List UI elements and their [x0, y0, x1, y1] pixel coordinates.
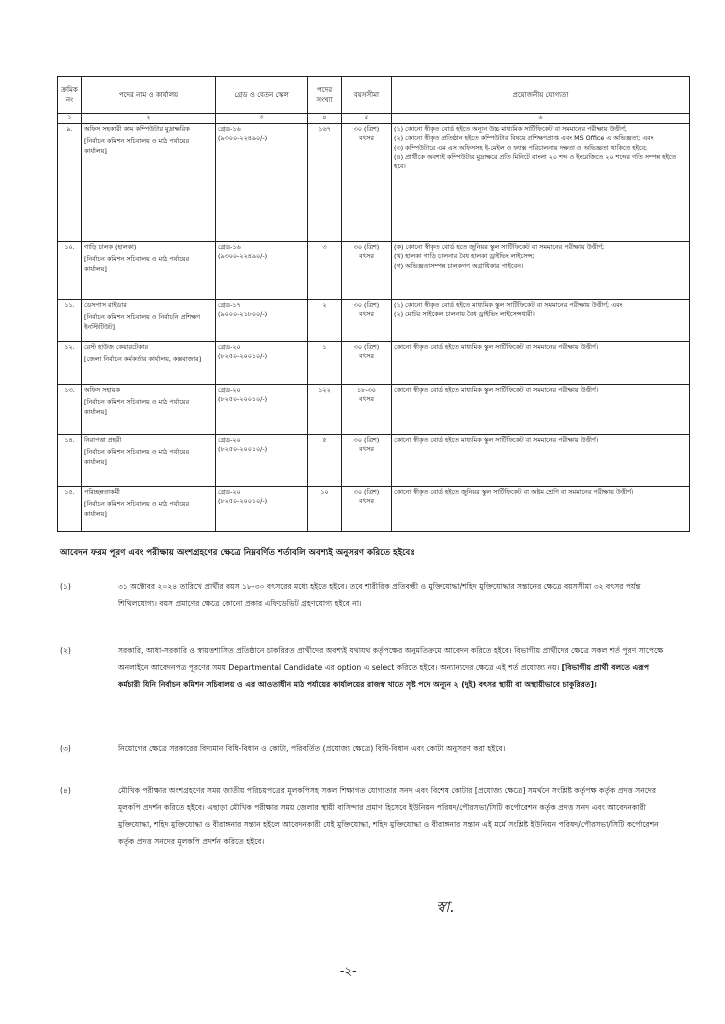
post-name: অফিস সহায়ক — [84, 386, 120, 394]
condition-number: (১) — [60, 582, 71, 591]
post-office: [জেলা নির্বাচন কর্মকর্তার কার্যালয়, কক্সবাজার] — [84, 355, 202, 364]
header-qualification: প্রয়োজনীয় যোগ্যতা — [392, 77, 690, 114]
row-qualification — [392, 487, 690, 532]
row-post — [82, 242, 216, 300]
post-name: পরিচ্ছন্নতাকর্মী — [84, 488, 120, 496]
condition-item — [60, 642, 670, 693]
post-name: অফিস সহকারী কাম কম্পিউটার মুদ্রাক্ষরিক — [84, 125, 190, 133]
row-count: ৫ — [308, 435, 342, 487]
table-row — [58, 124, 690, 242]
row-grade — [216, 385, 308, 435]
table-row — [58, 487, 690, 532]
row-serial: ১৪. — [58, 435, 82, 487]
col-number: ২ — [82, 114, 216, 124]
col-number: ৬ — [392, 114, 690, 124]
row-grade — [216, 487, 308, 532]
qualification-line: (২) কোনো স্বীকৃত প্রতিষ্ঠান হইতে কম্পিউটার বিষয়ে প্রশিক্ষণপ্রাপ্ত এবং MS Office এ অভিজ্ঞতা; এবং — [394, 134, 654, 143]
row-count: ১৬৭ — [308, 124, 342, 242]
row-grade — [216, 124, 308, 242]
condition-item — [60, 578, 670, 612]
row-age — [342, 342, 392, 385]
age-unit: বৎসর — [359, 395, 374, 404]
grade: গ্রেড-১৬ — [218, 125, 241, 133]
condition-text: ৩১ অক্টোবর ২০২৪ তারিখে প্রার্থীর বয়স ১৮-৩০ বৎসরের মধ্যে হইতে হইবে। তবে শারীরিক প্রতিবন্ধী ও মুক্তিযোদ্ধা/শহিদ মুক্তিযোদ্ধার সন্তানের ক্ষেত্রে বয়সসীমা ৩২ বৎসর পর্যন্ত শিথিলযোগ্য। বয়স প্রমাণের ক্ষেত্রে কোনো প্রকার এফিডেভিট গ্রহণযোগ্য হইবে না। — [118, 582, 641, 609]
pay-scale: (৮২৫০-২০০১০/-) — [218, 395, 268, 404]
condition-bold-text: [বিভাগীয় প্রার্থী বলতে এরূপ কর্মচারী যিনি নির্বাচন কমিশন সচিবালয় ও এর আওতাধীন মাঠ পর্যায়ের কার্যালয়ের রাজস্ব খাতে সৃষ্ট পদে অন্যূন ২ (দুই) বৎসর স্থায়ী বা অস্থায়ীভাবে চাকুরিরত]। — [118, 663, 649, 690]
age-unit: বৎসর — [359, 497, 374, 506]
post-name: নিরাপত্তা প্রহরী — [84, 436, 122, 444]
job-table — [57, 76, 690, 532]
row-grade — [216, 342, 308, 385]
pay-scale: (৮২৫০-২০০১০/-) — [218, 445, 268, 454]
pay-scale: (৯৩০০-২২৪৯০/-) — [218, 134, 268, 143]
row-post — [82, 487, 216, 532]
row-serial: ১০. — [58, 242, 82, 300]
row-grade — [216, 242, 308, 300]
col-number: ৫ — [342, 114, 392, 124]
row-qualification — [392, 385, 690, 435]
col-number: ১ — [58, 114, 82, 124]
qualification-line: (ক) কোনো স্বীকৃত বোর্ড হতে জুনিয়র স্কুল সার্টিফিকেট বা সমমানের পরীক্ষায় উত্তীর্ণ; — [394, 243, 605, 251]
header-post: পদের নাম ও কার্যালয় — [82, 77, 216, 114]
table-row — [58, 300, 690, 342]
condition-text: সরকারি, আধা-সরকারি ও স্বায়ত্তশাসিত প্রতিষ্ঠানে চাকরিরত প্রার্থীদের অবশ্যই যথাযথ কর্তৃপক্ষের অনুমতিক্রমে আবেদন করিতে হইবে। বিভাগীয় প্রার্থীদের ক্ষেত্রে সকল শর্ত পূরণ সাপেক্ষে অনলাইনে আবেদনপত্র পূরণের সময় Departmental Candidate এর option এ select করিতে হইবে। অন্যান্যদের ক্ষেত্রে এই শর্ত প্রযোজ্য নয়। — [118, 646, 664, 673]
condition-text: নিয়োগের ক্ষেত্রে সরকারের বিদ্যমান বিধি-বিধান ও কোটা, পরিবর্তিত (প্রযোজ্য ক্ষেত্রে) বিধি-বিধান এবং কোটা অনুসরণ করা হইবে। — [118, 744, 506, 753]
qualification-line: (৩) কম্পিউটারে এম এস অফিসসহ ই-মেইল ও ফ্যাক্স পরিচালনায় দক্ষতা ও অভিজ্ঞতা থাকিতে হইবে; — [394, 143, 648, 152]
age-unit: বৎসর — [359, 445, 374, 454]
row-age — [342, 124, 392, 242]
condition-item — [60, 782, 670, 850]
row-age — [342, 435, 392, 487]
row-post — [82, 124, 216, 242]
col-number: ৪ — [308, 114, 342, 124]
row-age — [342, 385, 392, 435]
qualification-line: (১) কোনো স্বীকৃত বোর্ড হইতে মাধ্যমিক স্কুল সার্টিফিকেট বা সমমানের পরীক্ষায় উত্তীর্ণ; এবং — [394, 301, 623, 309]
qualification-line: কোনো স্বীকৃত বোর্ড হইতে মাধ্যমিক স্কুল সার্টিফিকেট বা সমমানের পরীক্ষায় উত্তীর্ণ। — [394, 386, 599, 394]
age-unit: বৎসর — [359, 352, 374, 361]
post-office: [নির্বাচন কমিশন সচিবালয় ও মাঠ পর্যায়ের কার্যালয়] — [84, 398, 190, 416]
post-name: ডেসপাস রাইডার — [84, 301, 127, 309]
age-limit: ৩০ (ত্রিশ) — [353, 343, 380, 351]
pay-scale: (৮২৫০-২০০১০/-) — [218, 497, 268, 506]
row-qualification — [392, 435, 690, 487]
header-count: পদের সংখ্যা — [308, 77, 342, 114]
row-grade — [216, 435, 308, 487]
age-limit: ৩০ (ত্রিশ) — [353, 436, 380, 444]
condition-body — [118, 642, 670, 693]
post-office: [নির্বাচন কমিশন সচিবালয় ও মাঠ পর্যায়ের কার্যালয়] — [84, 255, 190, 273]
qualification-line: কোনো স্বীকৃত বোর্ড হইতে মাধ্যমিক স্কুল সার্টিফিকেট বা সমমানের পরীক্ষায় উত্তীর্ণ। — [394, 436, 599, 444]
row-age — [342, 242, 392, 300]
post-office: [নির্বাচন কমিশন সচিবালয় ও মাঠ পর্যায়ের কার্যালয়] — [84, 137, 190, 155]
signature: স্বা. — [436, 898, 455, 916]
condition-item — [60, 740, 670, 757]
post-office: [নির্বাচন কমিশন সচিবালয় ও মাঠ পর্যায়ের কার্যালয়] — [84, 448, 190, 466]
header-grade: গ্রেড ও বেতন স্কেল — [216, 77, 308, 114]
header-serial: ক্রমিক নং — [58, 77, 82, 114]
row-post — [82, 435, 216, 487]
row-age — [342, 300, 392, 342]
table-row — [58, 242, 690, 300]
post-name: রেস্ট হাউজ কেয়ারটেকার — [84, 343, 148, 351]
age-unit: বৎসর — [359, 134, 374, 143]
instructions-heading: আবেদন ফরম পূরণ এবং পরীক্ষায় অংশগ্রহণের ক্ষেত্রে নিম্নবর্ণিত শর্তাবলি অবশ্যই অনুসরণ করিতে হইবেঃ — [60, 548, 415, 558]
qualification-line: (৪) প্রার্থীকে অবশ্যই কম্পিউটার মুদ্রাক্ষরে প্রতি মিনিটে বাংলা ২০ শব্দ ও ইংরেজিতে ২০ শব্দের গতি সম্পন্ন হইতে হবে। — [394, 152, 677, 171]
qualification-line: কোনো স্বীকৃত বোর্ড হইতে মাধ্যমিক স্কুল সার্টিফিকেট বা সমমানের পরীক্ষায় উত্তীর্ণ। — [394, 343, 599, 351]
age-unit: বৎসর — [359, 252, 374, 261]
row-qualification — [392, 342, 690, 385]
age-limit: ৩০ (ত্রিশ) — [353, 301, 380, 309]
row-count: ২ — [308, 300, 342, 342]
row-post — [82, 385, 216, 435]
row-serial: ৯. — [58, 124, 82, 242]
age-limit: ৩০ (ত্রিশ) — [353, 488, 380, 496]
post-office: [নির্বাচন কমিশন সচিবালয় ও নির্বাচনি প্রশিক্ষণ ইনস্টিটিউট] — [84, 313, 201, 331]
row-qualification — [392, 124, 690, 242]
table-row — [58, 342, 690, 385]
qualification-line: (২) মোটর সাইকেল চালনায় বৈধ ড্রাইভিং লাইসেন্সধারী। — [394, 310, 535, 319]
grade: গ্রেড-২০ — [218, 488, 241, 496]
condition-text: মৌখিক পরীক্ষার অংশগ্রহণের সময় জাতীয় পরিচয়পত্রের মূলকপিসহ সকল শিক্ষাগত যোগ্যতার সনদ এবং বিশেষ কোটার [প্রযোজ্য ক্ষেত্রে] সমর্থনে সংশ্লিষ্ট কর্তৃপক্ষ কর্তৃক প্রদত্ত সনদের মূলকপি প্রদর্শন করিতে হইবে। এছাড়া মৌখিক পরীক্ষার সময় জেলার স্থায়ী বাসিন্দার প্রমাণ হিসেবে ইউনিয়ন পরিষদ/পৌরসভা/সিটি কর্পোরেশন কর্তৃক প্রদত্ত সনদ এবং আবেদনকারী মুক্তিযোদ্ধা, শহিদ মুক্তিযোদ্ধা ও বীরাঙ্গনার সন্তান হইলে আবেদনকারী যেই মুক্তিযোদ্ধা, শহিদ মুক্তিযোদ্ধা ও বীরাঙ্গনার সন্তান এই মর্মে সংশ্লিষ্ট ইউনিয়ন পরিষদ/পৌরসভা/সিটি কর্পোরেশন কর্তৃক প্রদত্ত সনদের মূলকপি প্রদর্শন করিতে হইবে। — [118, 786, 659, 847]
col-number: ৩ — [216, 114, 308, 124]
row-qualification — [392, 300, 690, 342]
row-count: ১২২ — [308, 385, 342, 435]
grade: গ্রেড-১৭ — [218, 301, 241, 309]
pay-scale: (৯০০০-২১৮০০/-) — [218, 310, 268, 319]
post-office: [নির্বাচন কমিশন সচিবালয় ও মাঠ পর্যায়ের কার্যালয়] — [84, 500, 190, 518]
header-age: বয়সসীমা — [342, 77, 392, 114]
pay-scale: (৯৩০০-২২৪৯০/-) — [218, 252, 268, 261]
age-unit: বৎসর — [359, 310, 374, 319]
row-count: ১০ — [308, 487, 342, 532]
row-post — [82, 300, 216, 342]
row-serial: ১৩. — [58, 385, 82, 435]
table-row — [58, 385, 690, 435]
age-limit: ৩০ (ত্রিশ) — [353, 243, 380, 251]
row-grade — [216, 300, 308, 342]
condition-number: (৪) — [60, 786, 71, 795]
row-serial: ১১. — [58, 300, 82, 342]
condition-number: (৩) — [60, 744, 71, 753]
qualification-line: কোনো স্বীকৃত বোর্ড হইতে জুনিয়র স্কুল সার্টিফিকেট বা অষ্টম শ্রেণি বা সমমানের পরীক্ষায় উত্তীর্ণ। — [394, 488, 634, 496]
grade: গ্রেড-২০ — [218, 343, 241, 351]
post-name: গাড়ি চালক (হালকা) — [84, 243, 137, 251]
row-count: ১ — [308, 342, 342, 385]
row-serial: ১২. — [58, 342, 82, 385]
page-number: -২- — [340, 964, 357, 978]
qualification-line: (গ) অভিজ্ঞতাসম্পন্ন চালকগণ অগ্রাধিকার পাইবেন। — [394, 261, 524, 270]
age-limit: ১৮-৩০ — [357, 386, 376, 394]
age-limit: ৩০ (ত্রিশ) — [353, 125, 380, 133]
grade: গ্রেড-১৬ — [218, 243, 241, 251]
row-post — [82, 342, 216, 385]
qualification-line: (১) কোনো স্বীকৃত বোর্ড হইতে অন্যূন উচ্চ মাধ্যমিক সার্টিফিকেট বা সমমানের পরীক্ষায় উত্তীর্ণ; — [394, 125, 627, 133]
pay-scale: (৮২৫০-২০০১০/-) — [218, 352, 268, 361]
row-serial: ১৫. — [58, 487, 82, 532]
row-count: ৩ — [308, 242, 342, 300]
grade: গ্রেড-২০ — [218, 386, 241, 394]
grade: গ্রেড-২০ — [218, 436, 241, 444]
row-age — [342, 487, 392, 532]
condition-number: (২) — [60, 646, 71, 655]
qualification-line: (খ) হালকা গাড়ি চালনার বৈধ হালকা ড্রাইভিং লাইসেন্স; — [394, 252, 535, 261]
table-row — [58, 435, 690, 487]
row-qualification — [392, 242, 690, 300]
